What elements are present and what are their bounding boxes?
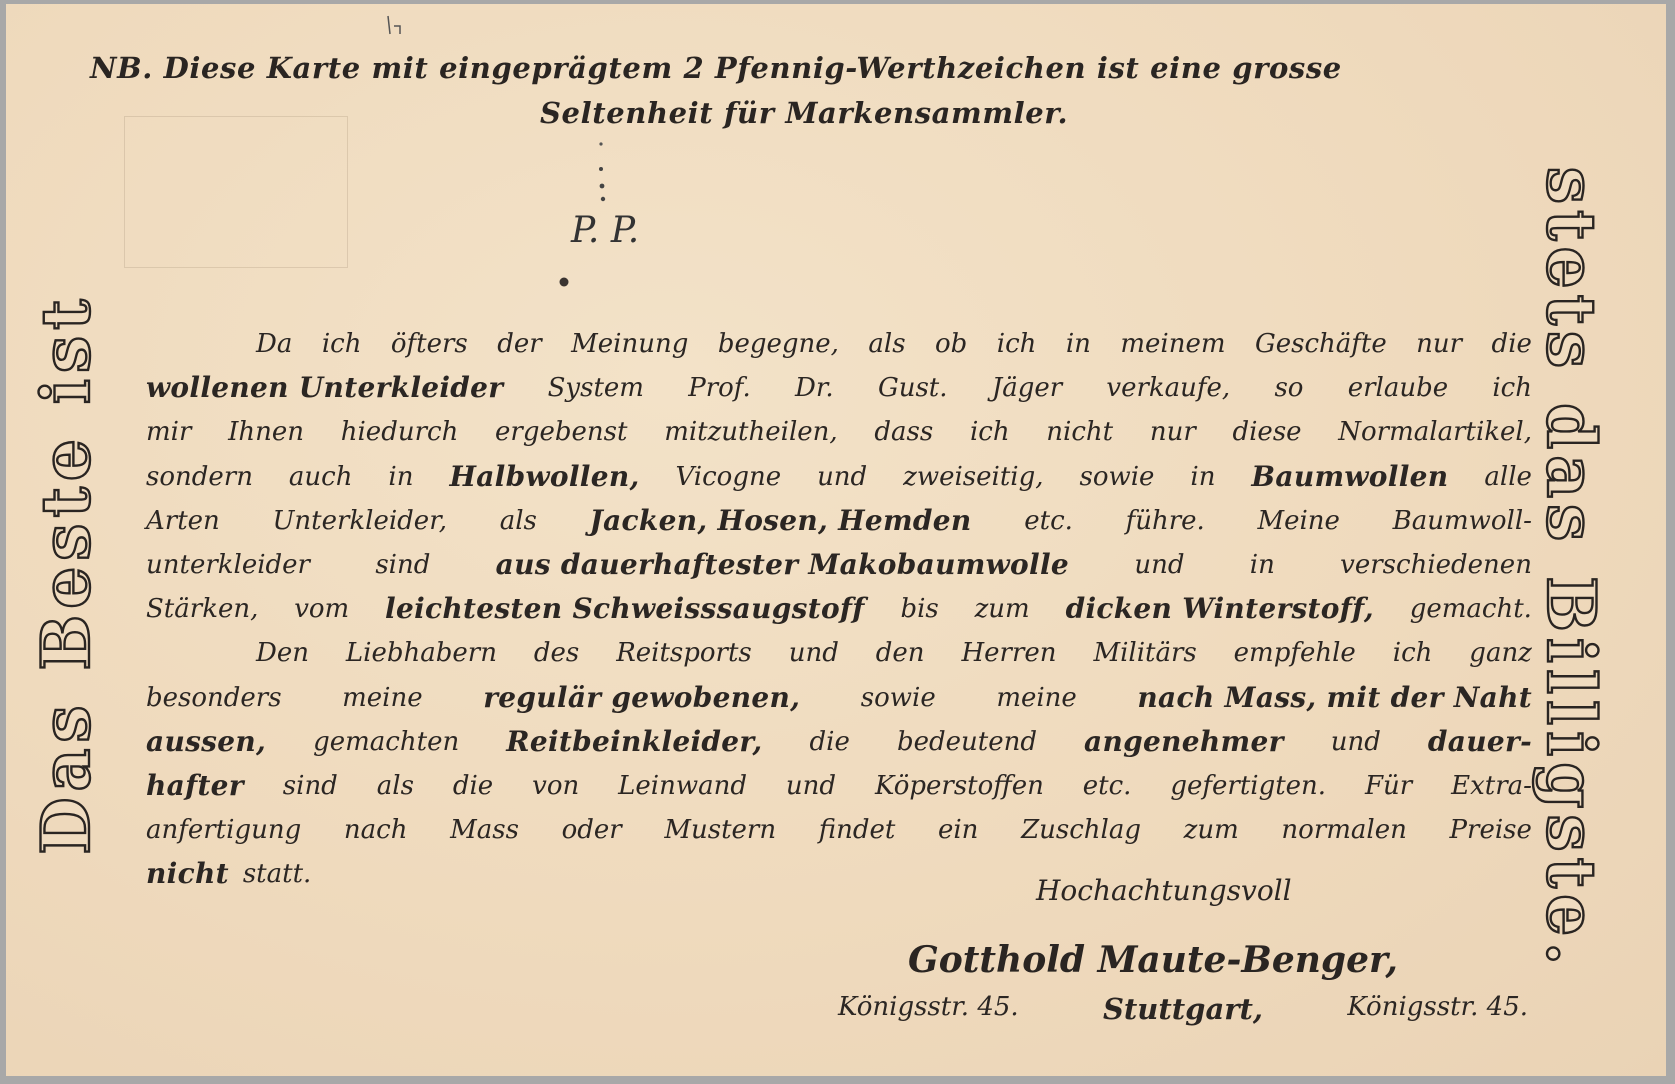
word: erlaube (1347, 373, 1449, 404)
emphasized-phrase: regulär gewobenen, (483, 680, 801, 714)
ink-dot (600, 184, 605, 189)
letter-body (146, 322, 1532, 896)
word: diese (1232, 417, 1302, 448)
word: Zuschlag (1021, 815, 1141, 846)
word: Preise (1449, 815, 1532, 846)
emphasized-phrase: leichtesten Schweisssaugstoff (385, 592, 865, 626)
word: sind (375, 549, 431, 580)
word: Prof. (688, 373, 751, 404)
body-line (146, 366, 1532, 410)
word: gemachten (313, 726, 460, 757)
word: und (1330, 726, 1381, 757)
word: des (533, 638, 580, 669)
word: als (376, 770, 414, 801)
word: Gust. (877, 373, 948, 404)
word: die (452, 770, 494, 801)
word: etc. (1082, 770, 1132, 801)
address-city: Stuttgart, (1102, 992, 1264, 1026)
word: gefertigten. (1170, 770, 1327, 801)
word: als (499, 505, 537, 536)
address-left: Königsstr. 45. (838, 992, 1019, 1022)
word: Meine (1257, 505, 1340, 536)
emphasized-phrase: Jacken, Hosen, Hemden (589, 503, 972, 537)
emphasized-phrase: aussen, (146, 724, 267, 758)
body-line (146, 455, 1532, 499)
word: Liebhabern (345, 638, 497, 669)
word: ich (969, 417, 1010, 448)
word: Für (1365, 770, 1413, 801)
word: von (532, 770, 580, 801)
word: ich (996, 329, 1037, 359)
body-line (146, 676, 1532, 720)
word: vom (294, 594, 350, 625)
address (838, 992, 1528, 1026)
word: normalen (1281, 815, 1407, 846)
ink-dot (599, 167, 603, 171)
emphasized-phrase: dauer- (1427, 724, 1532, 758)
word: als (868, 329, 906, 359)
word: etc. (1024, 505, 1073, 536)
word: hiedurch (340, 417, 459, 448)
emphasized-phrase: hafter (146, 768, 244, 802)
word: auch (288, 461, 353, 492)
word: und (788, 638, 839, 669)
emphasized-phrase: angenehmer (1084, 724, 1284, 758)
word: so (1274, 373, 1304, 404)
emphasized-phrase: Halbwollen, (449, 459, 640, 493)
word: den (875, 638, 925, 669)
postcard (6, 4, 1666, 1076)
word: sowie (1079, 461, 1155, 492)
word: Ihnen (228, 417, 305, 448)
body-line (146, 720, 1532, 764)
word: ich (321, 329, 362, 359)
word: ergebenst (495, 417, 628, 448)
word: oder (561, 815, 622, 846)
salutation: P. P. (571, 210, 640, 251)
word: Geschäfte (1254, 329, 1387, 359)
word: gemacht. (1409, 594, 1532, 625)
side-slogan-right: stets das Billigste. (1532, 166, 1610, 972)
ink-dot (601, 197, 605, 201)
word: sondern (146, 461, 253, 492)
word: Köperstoffen (874, 770, 1044, 801)
body-line (146, 410, 1532, 454)
word: ich (1392, 638, 1433, 669)
word: in (1190, 461, 1216, 492)
word: begegne, (717, 329, 839, 359)
emphasized-phrase: nach Mass, mit der Naht (1137, 680, 1532, 714)
ink-dot (599, 142, 602, 145)
ink-stroke (388, 16, 400, 34)
emphasized-phrase: Baumwollen (1251, 459, 1449, 493)
emphasized-phrase: Reitbeinkleider, (506, 724, 763, 758)
address-right: Königsstr. 45. (1347, 992, 1528, 1022)
body-line (146, 322, 1532, 366)
body-line (146, 499, 1532, 543)
word: anfertigung (146, 815, 302, 846)
emphasized-phrase: dicken Winterstoff, (1065, 592, 1374, 626)
ink-dot (560, 278, 569, 287)
word: Extra- (1451, 770, 1532, 801)
word: dass (874, 417, 934, 448)
word: ich (1492, 373, 1532, 404)
nb-note (90, 46, 1590, 136)
word: ganz (1469, 638, 1532, 669)
word: Herren (961, 638, 1057, 669)
word: und (817, 461, 868, 492)
word: Baumwoll- (1392, 505, 1532, 536)
word: mitzutheilen, (664, 417, 838, 448)
word: sowie (860, 682, 936, 713)
word: verschiedenen (1340, 549, 1532, 580)
word: Vicogne (675, 461, 782, 492)
word: meine (996, 682, 1077, 713)
body-line (146, 543, 1532, 587)
word: Meinung (571, 329, 689, 359)
nb-line-1: NB. Diese Karte mit eingeprägtem 2 Pfennig-Werthzeichen ist eine grosse (90, 51, 1342, 85)
word: findet (818, 815, 896, 846)
word: meine (342, 682, 423, 713)
word: nicht (1046, 417, 1114, 448)
word: bis (900, 594, 939, 625)
closing: Hochachtungsvoll (1036, 874, 1292, 907)
word: Dr. (795, 373, 834, 404)
word: zweiseitig, (903, 461, 1044, 492)
word: ob (935, 329, 968, 359)
word: Leinwand (618, 770, 747, 801)
word: Da (256, 329, 293, 359)
word: die (1491, 329, 1532, 359)
side-slogan-left: Das Beste ist (27, 293, 105, 855)
word: und (1134, 549, 1185, 580)
word: Militärs (1093, 638, 1197, 669)
body-line (146, 852, 1532, 896)
word: empfehle (1233, 638, 1356, 669)
body-line (146, 808, 1532, 852)
word: Mass (450, 815, 519, 846)
word: in (388, 461, 414, 492)
word: besonders (146, 682, 282, 713)
word: führe. (1125, 505, 1205, 536)
word: meinem (1120, 329, 1226, 359)
word: Unterkleider, (272, 505, 448, 536)
word: mir (146, 417, 192, 448)
word: öfters (390, 329, 468, 359)
word: die (809, 726, 850, 757)
word: alle (1484, 461, 1532, 492)
word: nur (1416, 329, 1463, 359)
word: der (497, 329, 542, 359)
word: unterkleider (146, 549, 310, 580)
body-line (146, 631, 1532, 675)
word: zum (1183, 815, 1239, 846)
word: Arten (146, 505, 220, 536)
word: bedeutend (896, 726, 1037, 757)
word: zum (974, 594, 1030, 625)
emphasized-phrase: nicht (146, 857, 229, 891)
word: in (1065, 329, 1091, 359)
nb-line-2: Seltenheit für Markensammler. (540, 96, 1069, 130)
word: verkaufe, (1106, 373, 1231, 404)
word: statt. (242, 859, 312, 890)
word: ein (937, 815, 979, 846)
emphasized-phrase: aus dauerhaftester Makobaumwolle (495, 547, 1070, 581)
word: und (785, 770, 837, 801)
word: nach (343, 815, 408, 846)
signature: Gotthold Maute-Benger, (908, 939, 1398, 981)
word: in (1249, 549, 1275, 580)
word: Jäger (991, 373, 1063, 404)
word: sind (282, 770, 338, 801)
word: Mustern (664, 815, 777, 846)
emphasized-phrase: wollenen Unterkleider (146, 371, 504, 405)
word: Den (256, 638, 309, 669)
word: Normalartikel, (1338, 417, 1532, 448)
word: System (547, 373, 644, 404)
word: Stärken, (146, 594, 259, 625)
word: Reitsports (616, 638, 752, 669)
body-line (146, 587, 1532, 631)
body-line (146, 764, 1532, 808)
word: nur (1149, 417, 1196, 448)
